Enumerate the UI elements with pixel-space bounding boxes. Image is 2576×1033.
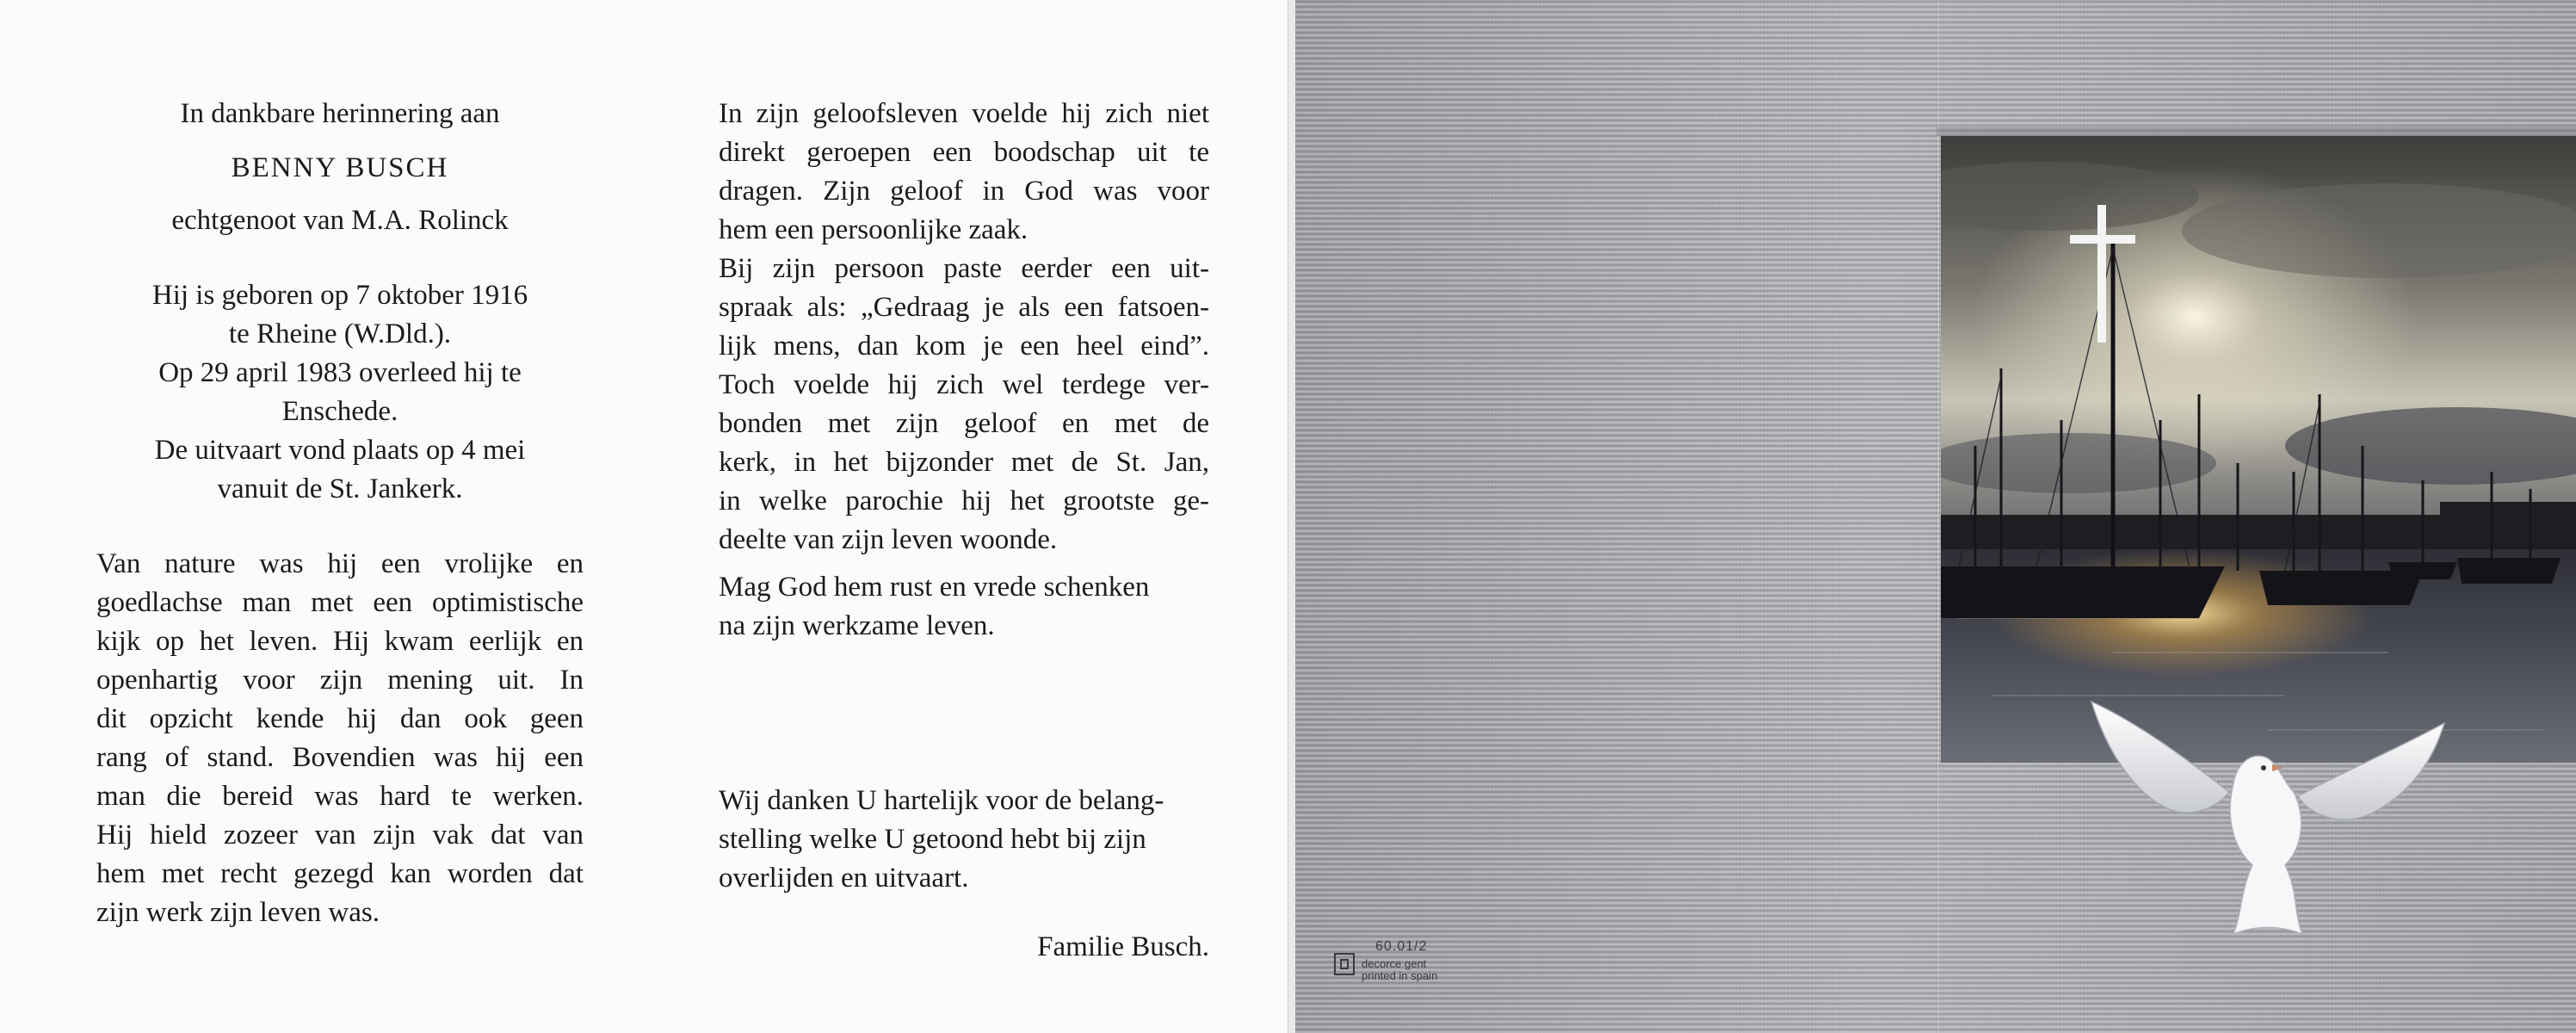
spouse-line: echtgenoot van M.A. Rolinck — [171, 205, 509, 236]
right-column — [719, 95, 1209, 967]
signature: Familie Busch. — [1037, 931, 1209, 962]
bio-line: hem met recht gezegd kan worden dat — [96, 858, 584, 889]
faith-line: spraak als: „Gedraag je als een fatsoen- — [719, 292, 1209, 323]
faith-line: Bij zijn persoon paste eerder een uit- — [719, 253, 1209, 284]
life-line: te Rheine (W.Dld.). — [228, 319, 452, 349]
dove-icon — [2087, 689, 2449, 938]
bio-line: rang of stand. Bovendien was hij een — [96, 742, 584, 773]
bio-line: goedlachse man met een optimistische — [96, 587, 584, 618]
faith-line: deelte van zijn leven woonde. — [719, 524, 1058, 555]
faith-line: dragen. Zijn geloof in God was voor — [719, 176, 1209, 207]
deceased-name: BENNY BUSCH — [231, 152, 449, 183]
faith-line: In zijn geloofsleven voelde hij zich niet — [719, 98, 1209, 129]
faith-line: bonden met zijn geloof en met de — [719, 408, 1209, 439]
biography — [96, 545, 584, 932]
harbour-scene — [1941, 136, 2576, 763]
faith-paragraph — [719, 95, 1209, 560]
harbour-photo — [1941, 136, 2576, 763]
faith-line: direkt geroepen een boodschap uit te — [719, 137, 1209, 168]
life-line: Hij is geboren op 7 oktober 1916 — [151, 280, 528, 311]
card-fold — [1937, 0, 1940, 1033]
life-line: vanuit de St. Jankerk. — [217, 473, 463, 504]
imprint-line: printed in spain — [1362, 969, 1438, 982]
imprint-line: decorce gent — [1362, 957, 1427, 970]
bio-line: Hij hield zozeer van zijn vak dat van — [96, 820, 584, 851]
thanks-line: overlijden en uitvaart. — [719, 863, 969, 894]
intro-line: In dankbare herinnering aan — [180, 98, 500, 129]
photo-top-band — [1937, 127, 2576, 136]
bio-line: dit opzicht kende hij dan ook geen — [96, 703, 584, 734]
prayer-line: Mag God hem rust en vrede schenken — [719, 572, 1150, 603]
thanks-paragraph — [719, 782, 1209, 898]
life-line: Op 29 april 1983 overleed hij te — [158, 357, 522, 388]
life-dates — [96, 276, 584, 509]
bio-line: Van nature was hij een vrolijke en — [96, 548, 584, 579]
left-column — [96, 95, 584, 932]
prayer-line: na zijn werkzame leven. — [719, 610, 995, 641]
bio-line: kijk op het leven. Hij kwam eerlijk en — [96, 626, 584, 657]
bio-line: zijn werk zijn leven was. — [96, 897, 380, 928]
card-code: 60.01/2 — [1375, 939, 1428, 954]
bio-line: openhartig voor zijn mening uit. In — [96, 665, 584, 696]
thanks-line: Wij danken U hartelijk voor de belang- — [719, 785, 1164, 816]
faith-line: in welke parochie hij het grootste ge- — [719, 486, 1209, 516]
faith-line: Toch voelde hij zich wel terdege ver- — [719, 369, 1209, 400]
faith-line: hem een persoonlijke zaak. — [719, 214, 1029, 245]
bio-line: man die bereid was hard te werken. — [96, 781, 584, 812]
prayer-paragraph — [719, 568, 1209, 646]
cover-sheet — [1295, 0, 2576, 1033]
publisher-logo-icon — [1334, 953, 1355, 975]
faith-line: kerk, in het bijzonder met de St. Jan, — [719, 447, 1209, 478]
life-line: Enschede. — [281, 396, 398, 427]
thanks-line: stelling welke U getoond hebt bij zijn — [719, 824, 1146, 855]
life-line: De uitvaart vond plaats op 4 mei — [154, 435, 526, 466]
faith-line: lijk mens, dan kom je een heel eind”. — [719, 331, 1209, 362]
